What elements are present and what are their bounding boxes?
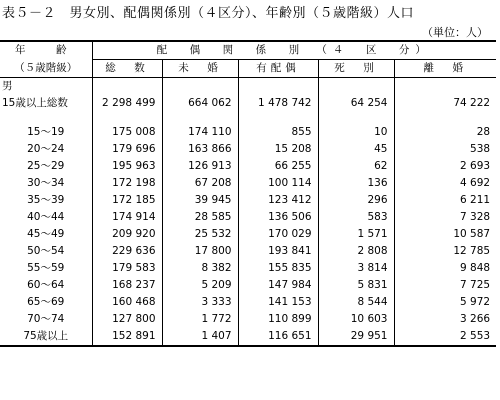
table-cell: 67 208 — [162, 175, 238, 192]
table-cell: 147 984 — [238, 277, 318, 294]
table-cell: 168 237 — [92, 277, 162, 294]
table-cell: 209 920 — [92, 226, 162, 243]
population-table — [0, 40, 496, 347]
header-age-class: （５歳階級） — [0, 60, 92, 78]
table-cell: 174 914 — [92, 209, 162, 226]
table-cell: 29 951 — [318, 328, 394, 346]
table-cell: 229 636 — [92, 243, 162, 260]
header-marital-status-group: 配 偶 関 係 別 （４ 区 分） — [92, 41, 496, 60]
table-cell: 7 725 — [460, 279, 491, 291]
age-group-label: 40～44 — [0, 209, 92, 226]
total-cell: 2 298 499 — [92, 95, 162, 112]
table-cell: 2 693 — [460, 160, 491, 172]
table-cell: 193 841 — [238, 243, 318, 260]
table-row — [0, 328, 496, 346]
table-cell: 179 696 — [92, 141, 162, 158]
table-cell: 141 153 — [238, 294, 318, 311]
table-cell: 172 198 — [92, 175, 162, 192]
table-cell: 8 544 — [318, 294, 394, 311]
table-row — [0, 277, 496, 294]
total-cell: 1 478 742 — [238, 95, 318, 112]
table-cell: 28 — [476, 126, 491, 138]
total-cell: 74 222 — [453, 97, 491, 109]
age-group-label: 55～59 — [0, 260, 92, 277]
table-row — [0, 260, 496, 277]
table-row — [0, 175, 496, 192]
total-row — [0, 95, 496, 112]
age-group-label: 70～74 — [0, 311, 92, 328]
table-cell: 10 587 — [453, 228, 491, 240]
table-row — [0, 141, 496, 158]
spacer-row — [0, 112, 496, 124]
table-cell: 1 571 — [318, 226, 394, 243]
table-cell: 163 866 — [162, 141, 238, 158]
table-cell: 5 972 — [460, 296, 491, 308]
age-group-label: 15～19 — [0, 124, 92, 141]
table-row — [0, 294, 496, 311]
table-row — [0, 158, 496, 175]
table-cell: 123 412 — [238, 192, 318, 209]
table-cell: 6 211 — [460, 194, 491, 206]
header-widowed: 死 別 — [318, 60, 394, 78]
age-group-label: 45～49 — [0, 226, 92, 243]
total-cell: 64 254 — [318, 95, 394, 112]
age-group-label: 20～24 — [0, 141, 92, 158]
total-cell: 664 062 — [162, 95, 238, 112]
table-cell: 583 — [318, 209, 394, 226]
age-group-label: 65～69 — [0, 294, 92, 311]
table-cell: 8 382 — [162, 260, 238, 277]
table-cell: 152 891 — [92, 328, 162, 346]
table-cell: 66 255 — [238, 158, 318, 175]
table-cell: 538 — [470, 143, 491, 155]
age-group-label: 35～39 — [0, 192, 92, 209]
table-cell: 15 208 — [238, 141, 318, 158]
header-unmarried: 未 婚 — [162, 60, 238, 78]
table-cell: 17 800 — [162, 243, 238, 260]
header-age: 年 齢 — [0, 41, 92, 60]
age-group-label: 50～54 — [0, 243, 92, 260]
table-cell: 100 114 — [238, 175, 318, 192]
table-cell: 174 110 — [162, 124, 238, 141]
header-married: 有配偶 — [238, 60, 318, 78]
table-cell: 179 583 — [92, 260, 162, 277]
table-cell: 39 945 — [162, 192, 238, 209]
age-group-label: 60～64 — [0, 277, 92, 294]
table-cell: 62 — [318, 158, 394, 175]
table-cell: 155 835 — [238, 260, 318, 277]
table-cell: 1 407 — [162, 328, 238, 346]
table-cell: 10 — [318, 124, 394, 141]
table-cell: 4 692 — [460, 177, 491, 189]
table-cell: 195 963 — [92, 158, 162, 175]
table-cell: 110 899 — [238, 311, 318, 328]
header-total: 総 数 — [92, 60, 162, 78]
table-row — [0, 209, 496, 226]
table-cell: 160 468 — [92, 294, 162, 311]
table-cell: 2 553 — [394, 328, 496, 346]
age-group-label: 75歳以上 — [0, 328, 92, 346]
table-body — [0, 78, 496, 347]
table-cell: 296 — [318, 192, 394, 209]
table-cell: 25 532 — [162, 226, 238, 243]
table-cell: 5 209 — [162, 277, 238, 294]
header-divorced: 離 婚 — [394, 60, 496, 78]
table-cell: 9 848 — [460, 262, 491, 274]
table-cell: 855 — [238, 124, 318, 141]
sex-row — [0, 78, 496, 96]
table-row — [0, 124, 496, 141]
table-title: 表５－２ 男女別、配偶関係別（４区分）、年齢別（５歳階級）人口 — [2, 6, 415, 21]
table-cell: 136 506 — [238, 209, 318, 226]
table-cell: 126 913 — [162, 158, 238, 175]
table-cell: 127 800 — [92, 311, 162, 328]
table-cell: 28 585 — [162, 209, 238, 226]
table-cell: 136 — [318, 175, 394, 192]
table-cell: 2 808 — [318, 243, 394, 260]
table-cell: 5 831 — [318, 277, 394, 294]
age-group-label: 30～34 — [0, 175, 92, 192]
table-row — [0, 192, 496, 209]
table-cell: 172 185 — [92, 192, 162, 209]
table-cell: 175 008 — [92, 124, 162, 141]
table-cell: 3 266 — [460, 313, 491, 325]
table-cell: 1 772 — [162, 311, 238, 328]
age-group-label: 25～29 — [0, 158, 92, 175]
total-label: 15歳以上総数 — [0, 95, 92, 112]
table-cell: 45 — [318, 141, 394, 158]
table-cell: 10 603 — [318, 311, 394, 328]
table-row — [0, 226, 496, 243]
table-row — [0, 243, 496, 260]
table-cell: 3 333 — [162, 294, 238, 311]
table-cell: 170 029 — [238, 226, 318, 243]
table-row — [0, 311, 496, 328]
unit-label: （単位：人） — [422, 26, 488, 39]
table-cell: 3 814 — [318, 260, 394, 277]
table-cell: 12 785 — [453, 245, 491, 257]
sex-label: 男 — [0, 78, 92, 96]
table-cell: 7 328 — [460, 211, 491, 223]
table-cell: 116 651 — [238, 328, 318, 346]
